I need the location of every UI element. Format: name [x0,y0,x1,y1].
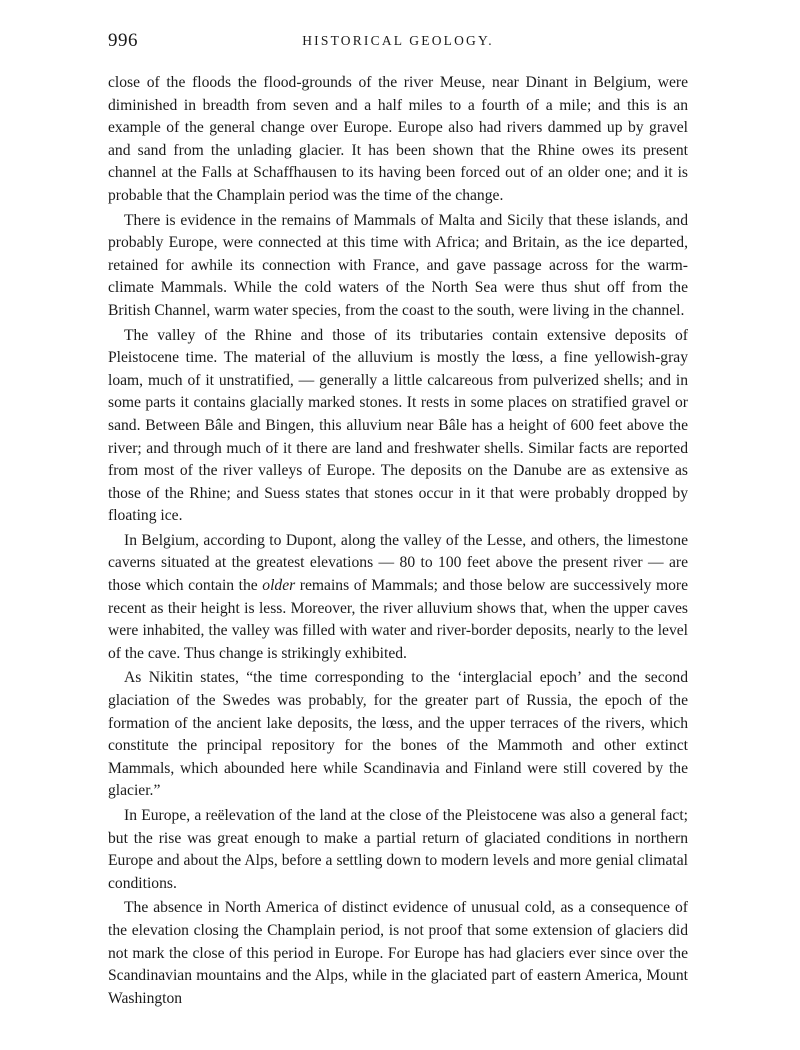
paragraph-malta-sicily: There is evidence in the remains of Mammals of Malta and Sicily that these islands, and probably Europe, were connected at this time with Africa; and Britain, as the ice departed, retained for awhile its connection with France, and gave passage across for the warm-climate Mammals. While the cold waters of the North Sea were thus shut off from the British Channel, warm water species, from the coast to the south, were living in the channel. [108,211,688,319]
paragraph-belgium-text-b: remains of Mammals; and those below are successively more recent as their height is less. Moreover, the river alluvium shows that, when the upper caves were inhabited, the valley was filled with water and river-border deposits, nearly to the level of the cave. Thus change is strikingly exhibited. [108,577,688,662]
paragraph-rhine-valley: The valley of the Rhine and those of its tributaries contain extensive deposits of Pleistocene time. The material of the alluvium is mostly the lœss, a fine yellowish-gray loam, much of it unstratified, — generally a little calcareous from pulverized shells; and in some parts it contains glacially marked stones. It rests in some places on stratified gravel or sand. Between Bâle and Bingen, this alluvium near Bâle has a height of 600 feet above the river; and through much of it there are land and freshwater shells. Similar facts are reported from most of the river valleys of Europe. The deposits on the Danube are as extensive as those of the Rhine; and Suess states that stones occur in it that were probably dropped by floating ice. [108,326,688,525]
paragraph-belgium-text-a: In Belgium, according to Dupont, along the valley of the Lesse, and others, the limestone caverns situated at the greatest elevations — 80 to 100 feet above the present river — are those which contain the [108,531,688,595]
paragraph-north-america: The absence in North America of distinct evidence of unusual cold, as a consequence of the elevation closing the Champlain period, is not proof that some extension of glaciers did not mark the close of this period in Europe. For Europe has had glaciers ever since over the Scandinavian mountains and the Alps, while in the glaciated part of eastern America, Mount Washington [108,899,688,1007]
paragraph-meuse-floods: close of the floods the flood-grounds of the river Meuse, near Dinant in Belgium, were diminished in breadth from seven and a half miles to a fourth of a mile; and this is an example of the general change over Europe. Europe also had rivers dammed up by gravel and sand from the unlading glacier. It has been shown that the Rhine owes its present channel at the Falls at Schaffhausen to its having been forced out of an older one; and it is probable that the Champlain period was the time of the change. [108,74,688,204]
body-text [108,72,688,1010]
running-title: HISTORICAL GEOLOGY. [302,33,494,48]
page-header [108,30,688,56]
paragraph-nikitin-quote: As Nikitin states, “the time corresponding to the ‘interglacial epoch’ and the second glaciation of the Swedes was probably, for the greater part of Russia, the epoch of the formation of the ancient lake deposits, the lœss, and the upper terraces of the rivers, which constitute the principal repository for the bones of the Mammoth and other extinct Mammals, which abounded here while Scandinavia and Finland were still covered by the glacier.” [108,669,688,800]
paragraph-reelevation: In Europe, a reëlevation of the land at the close of the Pleistocene was also a general fact; but the rise was great enough to make a partial return of glaciated conditions in northern Europe and about the Alps, before a settling down to modern levels and more genial climatal conditions. [108,807,688,892]
emphasis-older: older [262,577,296,595]
page-number: 996 [108,30,138,51]
paragraph-belgium-caverns [108,530,688,666]
book-page [108,30,688,1010]
